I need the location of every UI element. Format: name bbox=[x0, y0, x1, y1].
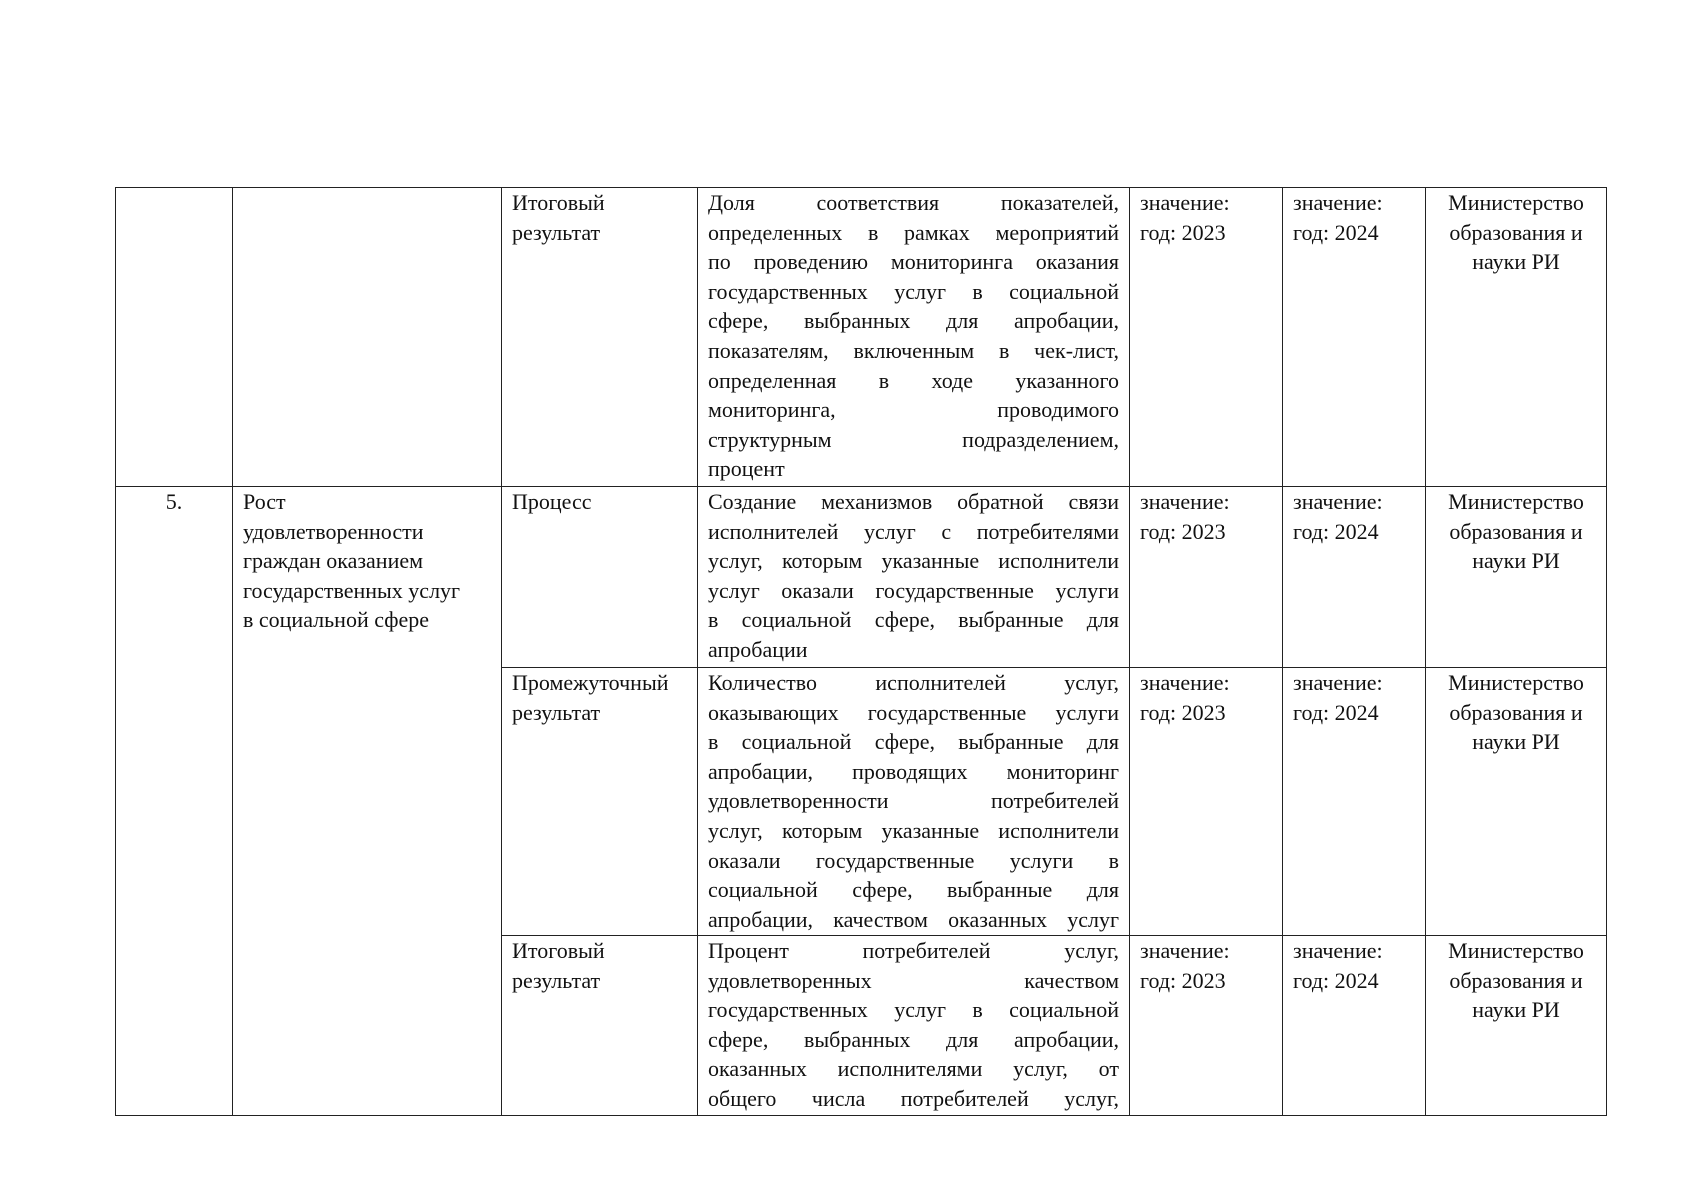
indicator-text-line: апробации bbox=[708, 636, 808, 662]
indicator-cell bbox=[698, 668, 1130, 936]
indicator-text-line: процент bbox=[708, 456, 785, 482]
row-number-cell bbox=[116, 188, 233, 487]
task-cell bbox=[233, 487, 502, 1116]
cell-text-line: образования и bbox=[1449, 518, 1583, 544]
indicator-text-line: в социальной сфере, выбранные для bbox=[708, 729, 1119, 755]
cell-text-line: результат bbox=[512, 699, 601, 725]
result-type-cell bbox=[502, 188, 698, 487]
cell-text-line: значение: bbox=[1140, 489, 1230, 514]
indicator-text-line: услуг оказали государственные услуги bbox=[708, 577, 1119, 603]
table-row bbox=[116, 188, 1607, 487]
base-value-cell bbox=[1130, 188, 1283, 487]
cell-text-line: значение: bbox=[1140, 938, 1230, 963]
target-value-cell bbox=[1283, 668, 1426, 936]
indicator-cell bbox=[698, 487, 1130, 668]
cell-text-line: Министерство bbox=[1448, 190, 1584, 215]
cell-text-line: год: 2024 bbox=[1293, 518, 1379, 544]
cell-text-line: год: 2024 bbox=[1293, 219, 1379, 245]
cell-text-line: Итоговый bbox=[512, 190, 605, 215]
indicator-cell bbox=[698, 936, 1130, 1116]
table-row bbox=[116, 487, 1607, 668]
cell-text-line: год: 2023 bbox=[1140, 219, 1226, 245]
indicator-text-line: Процент потребителей услуг, bbox=[708, 938, 1119, 963]
cell-text-line: Министерство bbox=[1448, 489, 1584, 514]
cell-text-line: год: 2024 bbox=[1293, 967, 1379, 993]
cell-text-line: значение: bbox=[1293, 938, 1383, 963]
row-number-cell bbox=[116, 487, 233, 1116]
cell-text-line: в социальной сфере bbox=[243, 607, 430, 633]
indicator-text-line: сфере, выбранных для апробации, bbox=[708, 308, 1119, 334]
responsible-cell bbox=[1426, 487, 1607, 668]
indicators-table bbox=[115, 187, 1607, 1116]
indicator-text-line: структурным подразделением, bbox=[708, 426, 1119, 452]
cell-text-line: Процесс bbox=[512, 489, 592, 514]
cell-text-line: Министерство bbox=[1448, 670, 1584, 695]
responsible-cell bbox=[1426, 188, 1607, 487]
base-value-cell bbox=[1130, 487, 1283, 668]
cell-text-line: значение: bbox=[1293, 190, 1383, 215]
base-value-cell bbox=[1130, 936, 1283, 1116]
indicator-text-line: по проведению мониторинга оказания bbox=[708, 249, 1119, 275]
cell-text-line: год: 2023 bbox=[1140, 967, 1226, 993]
result-type-cell bbox=[502, 487, 698, 668]
indicator-text-line: общего числа потребителей услуг, bbox=[708, 1085, 1119, 1111]
cell-text-line: значение: bbox=[1293, 489, 1383, 514]
cell-text-line: науки РИ bbox=[1472, 548, 1560, 574]
indicator-cell bbox=[698, 188, 1130, 487]
indicator-text-line: оказали государственные услуги в bbox=[708, 847, 1119, 873]
indicator-text-line: показателям, включенным в чек-лист, bbox=[708, 337, 1119, 363]
cell-text-line: значение: bbox=[1140, 670, 1230, 695]
indicator-text-line: государственных услуг в социальной bbox=[708, 997, 1119, 1023]
responsible-cell bbox=[1426, 668, 1607, 936]
target-value-cell bbox=[1283, 936, 1426, 1116]
target-value-cell bbox=[1283, 188, 1426, 487]
task-cell bbox=[233, 188, 502, 487]
indicator-text-line: услуг, которым указанные исполнители bbox=[708, 817, 1119, 843]
indicator-text-line: оказывающих государственные услуги bbox=[708, 699, 1119, 725]
indicator-text-line: социальной сфере, выбранные для bbox=[708, 877, 1119, 903]
indicator-text-line: государственных услуг в социальной bbox=[708, 278, 1119, 304]
result-type-cell bbox=[502, 936, 698, 1116]
cell-text-line: граждан оказанием bbox=[243, 548, 424, 574]
cell-text-line: Итоговый bbox=[512, 938, 605, 963]
indicator-text-line: Доля соответствия показателей, bbox=[708, 190, 1119, 215]
table-body bbox=[116, 188, 1607, 1116]
cell-text-line: результат bbox=[512, 219, 601, 245]
cell-text-line: науки РИ bbox=[1472, 729, 1560, 755]
cell-text-line: Промежуточный bbox=[512, 670, 669, 695]
indicator-text-line: апробации, качеством оказанных услуг bbox=[708, 906, 1119, 932]
row-number: 5. bbox=[165, 489, 183, 514]
indicator-text-line: услуг, которым указанные исполнители bbox=[708, 548, 1119, 574]
cell-text-line: науки РИ bbox=[1472, 249, 1560, 275]
target-value-cell bbox=[1283, 487, 1426, 668]
indicator-text-line: Создание механизмов обратной связи bbox=[708, 489, 1119, 514]
cell-text-line: значение: bbox=[1140, 190, 1230, 215]
cell-text-line: год: 2024 bbox=[1293, 699, 1379, 725]
cell-text-line: Министерство bbox=[1448, 938, 1584, 963]
responsible-cell bbox=[1426, 936, 1607, 1116]
cell-text-line: Рост bbox=[243, 489, 286, 514]
cell-text-line: государственных услуг bbox=[243, 577, 461, 603]
indicator-text-line: Количество исполнителей услуг, bbox=[708, 670, 1119, 695]
cell-text-line: удовлетворенности bbox=[243, 518, 424, 544]
indicator-text-line: мониторинга, проводимого bbox=[708, 397, 1119, 423]
cell-text-line: образования и bbox=[1449, 967, 1583, 993]
cell-text-line: науки РИ bbox=[1472, 997, 1560, 1023]
cell-text-line: образования и bbox=[1449, 219, 1583, 245]
cell-text-line: значение: bbox=[1293, 670, 1383, 695]
indicator-text-line: определенная в ходе указанного bbox=[708, 367, 1119, 393]
result-type-cell bbox=[502, 668, 698, 936]
base-value-cell bbox=[1130, 668, 1283, 936]
indicator-text-line: оказанных исполнителями услуг, от bbox=[708, 1056, 1119, 1082]
cell-text-line: результат bbox=[512, 967, 601, 993]
indicator-text-line: апробации, проводящих мониторинг bbox=[708, 758, 1119, 784]
indicator-text-line: сфере, выбранных для апробации, bbox=[708, 1026, 1119, 1052]
cell-text-line: год: 2023 bbox=[1140, 699, 1226, 725]
indicator-text-line: исполнителей услуг с потребителями bbox=[708, 518, 1119, 544]
cell-text-line: образования и bbox=[1449, 699, 1583, 725]
cell-text-line: год: 2023 bbox=[1140, 518, 1226, 544]
indicator-text-line: удовлетворенных качеством bbox=[708, 967, 1119, 993]
indicator-text-line: определенных в рамках мероприятий bbox=[708, 219, 1119, 245]
indicator-text-line: удовлетворенности потребителей bbox=[708, 788, 1119, 814]
indicator-text-line: в социальной сфере, выбранные для bbox=[708, 607, 1119, 633]
